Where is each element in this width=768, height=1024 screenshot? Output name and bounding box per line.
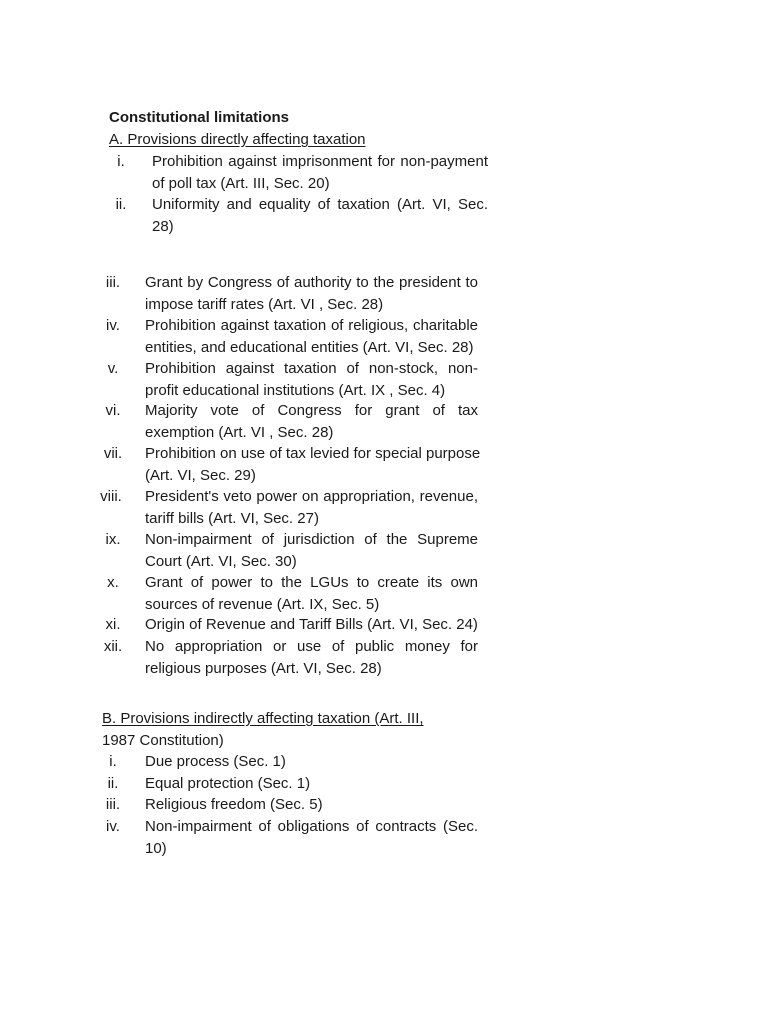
- list-item-line: impose tariff rates (Art. VI , Sec. 28): [145, 295, 384, 313]
- list-item-number: vii.: [103, 445, 123, 462]
- list-item-number: ix.: [105, 531, 121, 548]
- list-item-line: tariff bills (Art. VI, Sec. 27): [145, 509, 319, 527]
- list-item-line: Prohibition against taxation of non-stock, non-: [145, 360, 478, 377]
- section-b-heading-text: B. Provisions indirectly affecting taxation (Art. III,: [102, 710, 424, 727]
- list-item-line: profit educational institutions (Art. IX , Sec. 4): [145, 381, 446, 399]
- list-item-line: Prohibition on use of tax levied for special purpose: [145, 445, 481, 462]
- list-item-line: Grant by Congress of authority to the president to: [145, 274, 478, 291]
- list-item-line: Prohibition against taxation of religious, charitable: [145, 317, 478, 334]
- list-item-number: viii.: [100, 488, 122, 505]
- section-a-heading: [109, 130, 366, 150]
- list-item-line: No appropriation or use of public money for: [145, 638, 478, 655]
- list-item-line: Grant of power to the LGUs to create its own: [145, 574, 478, 591]
- list-item-line: Court (Art. VI, Sec. 30): [145, 552, 297, 570]
- list-item-line: of poll tax (Art. III, Sec. 20): [152, 174, 330, 192]
- list-item-line: Due process (Sec. 1): [145, 753, 286, 770]
- list-item-line: 10): [145, 839, 167, 857]
- section-b-heading-continuation: 1987 Constitution): [102, 732, 224, 749]
- section-a-heading-text: A. Provisions directly affecting taxation: [109, 131, 366, 148]
- list-item-line: Non-impairment of obligations of contracts (Sec.: [145, 818, 478, 835]
- list-item-line: President's veto power on appropriation, revenue,: [145, 488, 478, 505]
- list-item-line: Religious freedom (Sec. 5): [145, 796, 323, 813]
- list-item-number: x.: [107, 574, 119, 591]
- list-item-number: i.: [117, 153, 125, 170]
- list-item-line: Equal protection (Sec. 1): [145, 775, 311, 792]
- list-item-line: Non-impairment of jurisdiction of the Supreme: [145, 531, 478, 548]
- list-item-number: v.: [107, 360, 119, 377]
- list-item-line: entities, and educational entities (Art. VI, Sec. 28): [145, 338, 474, 356]
- page-title: Constitutional limitations: [109, 109, 289, 126]
- list-item-number: iv.: [106, 818, 120, 835]
- list-item-number: iii.: [105, 274, 121, 291]
- list-item-number: xii.: [103, 638, 123, 655]
- list-item-line: sources of revenue (Art. IX, Sec. 5): [145, 595, 380, 613]
- list-item-number: xi.: [105, 616, 121, 633]
- list-item-number: vi.: [105, 402, 121, 419]
- list-item-line: Origin of Revenue and Tariff Bills (Art. VI, Sec. 24): [145, 616, 478, 633]
- list-item-line: (Art. VI, Sec. 29): [145, 466, 256, 484]
- list-item-number: i.: [109, 753, 117, 770]
- list-item-number: ii.: [107, 775, 119, 792]
- section-b-heading: [102, 709, 424, 729]
- list-item-line: religious purposes (Art. VI, Sec. 28): [145, 659, 382, 677]
- list-item-number: iii.: [105, 796, 121, 813]
- list-item-number: ii.: [115, 196, 127, 213]
- list-item-line: Majority vote of Congress for grant of tax: [145, 402, 478, 419]
- list-item-line: exemption (Art. VI , Sec. 28): [145, 423, 334, 441]
- list-item-number: iv.: [106, 317, 120, 334]
- list-item-line: Prohibition against imprisonment for non-payment: [152, 153, 488, 170]
- list-item-line: 28): [152, 217, 174, 235]
- list-item-line: Uniformity and equality of taxation (Art. VI, Sec.: [152, 196, 488, 213]
